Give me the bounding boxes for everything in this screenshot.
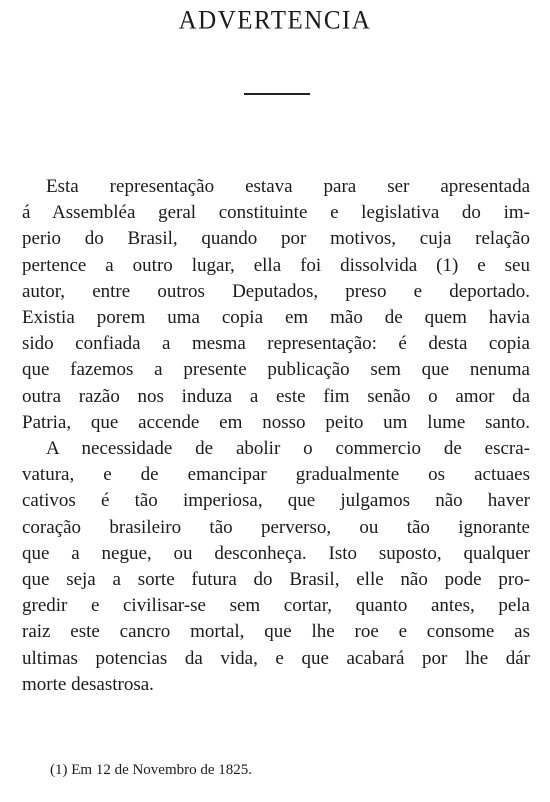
footnote: (1) Em 12 de Novembro de 1825. [50, 762, 253, 778]
text-line: Existia porem uma copia em mão de quem havia [22, 307, 530, 329]
body-text [22, 174, 530, 698]
paragraph-2 [22, 436, 530, 698]
text-line: Patria, que accende em nosso peito um lume santo. [22, 411, 530, 433]
text-line: outra razão nos induza a este fim senão o amor da [22, 385, 530, 407]
text-line: morte desastrosa. [22, 673, 154, 695]
text-line: pertence a outro lugar, ella foi dissolvida (1) e seu [22, 254, 530, 276]
text-line: raiz este cancro mortal, que lhe roe e consome as [22, 621, 530, 643]
text-line: ultimas potencias da vida, e que acabará por lhe dár [22, 647, 530, 669]
text-line: cativos é tão imperiosa, que julgamos não haver [22, 490, 530, 512]
text-line: que a negue, ou desconheça. Isto suposto, qualquer [22, 542, 530, 564]
text-line: á Assembléa geral constituinte e legislativa do im- [22, 202, 530, 224]
text-line: vatura, e de emancipar gradualmente os actuaes [22, 464, 530, 486]
paragraph-1 [22, 174, 530, 436]
text-line: autor, entre outros Deputados, preso e deportado. [22, 280, 530, 302]
text-line: Esta representação estava para ser apresentada [46, 176, 530, 197]
title-divider [244, 93, 310, 95]
text-line: coração brasileiro tão perverso, ou tão ignorante [22, 516, 530, 538]
text-line: que fazemos a presente publicação sem que nenuma [22, 359, 530, 381]
text-line: sido confiada a mesma representação: é desta copia [22, 333, 530, 355]
page-title: ADVERTENCIA [178, 6, 372, 35]
text-line: A necessidade de abolir o commercio de escra- [46, 438, 530, 460]
text-line: perio do Brasil, quando por motivos, cuja relação [22, 228, 530, 250]
text-line: que seja a sorte futura do Brasil, elle não pode pro- [22, 569, 530, 591]
text-line: gredir e civilisar-se sem cortar, quanto antes, pela [22, 595, 530, 617]
